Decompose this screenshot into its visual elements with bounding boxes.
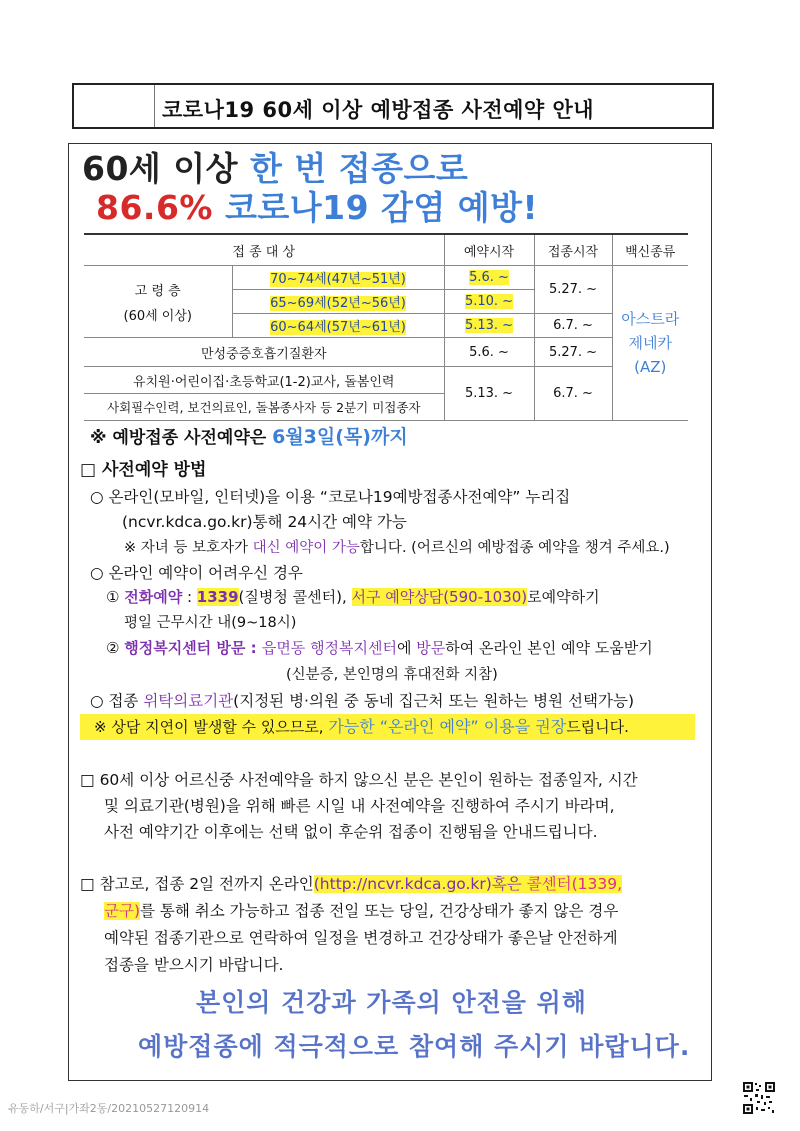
warn-a: ※ 상담 지연이 발생할 수 있으므로, bbox=[94, 718, 329, 736]
para2-a: □ 참고로, 접종 2일 전까지 온라인 bbox=[80, 875, 314, 893]
headline-prevent: 코로나19 감염 예방! bbox=[224, 188, 539, 227]
hours-line: 평일 근무시간 내(9~18시) bbox=[124, 615, 297, 631]
closing-line-1: 본인의 건강과 가족의 안전을 위해 bbox=[196, 988, 587, 1017]
para1-line2: 및 의료기관(병원)을 위해 빠른 시일 내 사전예약을 진행하여 주시기 바라며, bbox=[104, 797, 615, 815]
phone-end: 로예약하기 bbox=[527, 588, 600, 606]
phone-num: ① bbox=[106, 588, 120, 606]
deadline-prefix: ※ 예방접종 사전예약은 bbox=[90, 428, 273, 448]
elderly-sub-label: (60세 이상) bbox=[123, 308, 192, 324]
phone-mid: (질병청 콜센터), bbox=[238, 588, 352, 606]
guardian-line bbox=[124, 536, 670, 557]
row-copd-start: 5.27. ~ bbox=[534, 338, 612, 367]
phone-number: 1339 bbox=[196, 588, 239, 606]
phone-label: 전화예약 bbox=[124, 588, 183, 606]
th-target: 접 종 대 상 bbox=[84, 234, 444, 266]
online-line-2: (ncvr.kdca.go.kr)통해 24시간 예약 가능 bbox=[122, 513, 407, 531]
warn-c: 드립니다. bbox=[566, 718, 629, 736]
title-box bbox=[72, 83, 714, 129]
phone-colon: : bbox=[182, 588, 197, 606]
row-teachers-target: 유치원·어린이집·초등학교(1-2)교사, 돌봄인력 bbox=[84, 367, 444, 394]
headline-euro: 으로 bbox=[403, 149, 469, 188]
para2-e: 를 통해 취소 가능하고 접종 전일 또는 당일, 건강상태가 좋지 않은 경우 bbox=[140, 902, 619, 920]
qr-code-icon bbox=[742, 1081, 776, 1115]
elderly-label: 고 령 층 bbox=[134, 283, 181, 299]
th-vaccine: 백신종류 bbox=[612, 234, 688, 266]
deadline-date: 6월3일(목) bbox=[272, 426, 371, 448]
title-stub bbox=[74, 85, 155, 127]
headline-percent: 86.6% bbox=[96, 188, 225, 227]
row-65-target: 65~69세(52년~56년) bbox=[270, 296, 406, 311]
online-line-1: ○ 온라인(모바일, 인터넷)을 이용 “코로나19예방접종사전예약” 누리집 bbox=[90, 488, 571, 506]
clinic-line bbox=[90, 689, 634, 711]
visit-note: (신분증, 본인명의 휴대전화 지참) bbox=[286, 667, 498, 683]
deadline-suffix: 까지 bbox=[370, 426, 408, 448]
para2-callcenter: 콜센터(1339, bbox=[526, 875, 623, 893]
row-70-reserve: 5.6. ~ bbox=[469, 270, 509, 285]
row-60-start: 6.7. ~ bbox=[534, 314, 612, 338]
para2-gungu: 군구) bbox=[104, 902, 140, 920]
schedule-table bbox=[84, 233, 688, 421]
para1-line1: □ 60세 이상 어르신중 사전예약을 하지 않으신 분은 본인이 원하는 접종일자, 시간 bbox=[80, 771, 638, 789]
deadline-line bbox=[90, 422, 408, 449]
row-70-target: 70~74세(47년~51년) bbox=[270, 272, 406, 287]
guardian-c: 합니다. (어르신의 예방접종 예약을 챙겨 주세요.) bbox=[359, 540, 670, 556]
row-teachers-reserve: 5.13. ~ bbox=[444, 367, 534, 421]
para2-line1 bbox=[80, 872, 622, 894]
headline-once: 한 번 접종 bbox=[250, 149, 404, 188]
vaccine-line-3: (AZ) bbox=[634, 358, 667, 376]
clinic-c: (지정된 병·의원 중 동네 집근처 또는 원하는 병원 선택가능) bbox=[233, 692, 634, 710]
hard-line: ○ 온라인 예약이 어려우신 경우 bbox=[90, 564, 303, 582]
vaccine-line-2: 제네카 bbox=[628, 334, 672, 352]
para1-line3: 사전 예약기간 이후에는 선택 없이 후순위 접종이 진행됨을 안내드립니다. bbox=[104, 823, 598, 841]
row-60-reserve: 5.13. ~ bbox=[464, 318, 514, 333]
row-60-target: 60~64세(57년~61년) bbox=[270, 320, 406, 335]
th-start: 접종시작 bbox=[534, 234, 612, 266]
vaccine-line-1: 아스트라 bbox=[621, 310, 680, 328]
method-title: □ 사전예약 방법 bbox=[80, 460, 207, 480]
para2-line3: 예약된 접종기관으로 연락하여 일정을 변경하고 건강상태가 좋은날 안전하게 bbox=[104, 929, 618, 947]
row-65-reserve: 5.10. ~ bbox=[464, 294, 514, 309]
warn-b: 가능한 “온라인 예약” 이용을 권장 bbox=[328, 717, 567, 736]
row-65 bbox=[232, 290, 444, 314]
row-70-reserve-cell bbox=[444, 266, 534, 290]
warning-line bbox=[80, 714, 695, 740]
visit-b: 에 bbox=[397, 639, 417, 657]
headline-line2 bbox=[96, 182, 538, 229]
row-teachers-start: 6.7. ~ bbox=[534, 367, 612, 421]
vaccine-cell bbox=[612, 266, 688, 421]
visit-line bbox=[106, 637, 653, 658]
row-60-reserve-cell bbox=[444, 314, 534, 338]
visit-d: 하여 온라인 본인 예약 도움받기 bbox=[445, 639, 653, 657]
closing-line-2: 예방접종에 적극적으로 참여해 주시기 바랍니다. bbox=[138, 1032, 691, 1061]
row-copd-target: 만성중증호흡기질환자 bbox=[84, 338, 444, 367]
clinic-b: 위탁의료기관 bbox=[143, 692, 234, 710]
row-essential-target: 사회필수인력, 보건의료인, 돌봄종사자 등 2분기 미접종자 bbox=[84, 394, 444, 421]
headline-60: 60세 이상 bbox=[82, 149, 251, 188]
visit-label: 행정복지센터 방문 : bbox=[124, 639, 262, 657]
row-65-reserve-cell bbox=[444, 290, 534, 314]
guardian-b: 대신 예약이 가능 bbox=[252, 540, 360, 556]
visit-a: 읍면동 행정복지센터 bbox=[261, 639, 398, 657]
para2-line2 bbox=[104, 899, 618, 921]
footer-stamp: 유동하/서구|가좌2동/20210527120914 bbox=[8, 1102, 210, 1115]
elderly-cell bbox=[84, 266, 232, 338]
phone-seogu: 서구 예약상담(590-1030) bbox=[351, 588, 528, 606]
guardian-a: ※ 자녀 등 보호자가 bbox=[124, 540, 253, 556]
row-60 bbox=[232, 314, 444, 338]
para2-url: (http://ncvr.kdca.go.kr)혹은 bbox=[313, 875, 527, 893]
row-70-start: 5.27. ~ bbox=[534, 266, 612, 314]
th-reserve: 예약시작 bbox=[444, 234, 534, 266]
visit-c: 방문 bbox=[416, 639, 446, 657]
row-copd-reserve: 5.6. ~ bbox=[444, 338, 534, 367]
para2-line4: 접종을 받으시기 바랍니다. bbox=[104, 956, 284, 974]
row-70 bbox=[232, 266, 444, 290]
page-title: 코로나19 60세 이상 예방접종 사전예약 안내 bbox=[162, 98, 595, 122]
phone-line bbox=[106, 586, 600, 607]
visit-num: ② bbox=[106, 639, 120, 657]
clinic-a: ○ 접종 bbox=[90, 692, 144, 710]
